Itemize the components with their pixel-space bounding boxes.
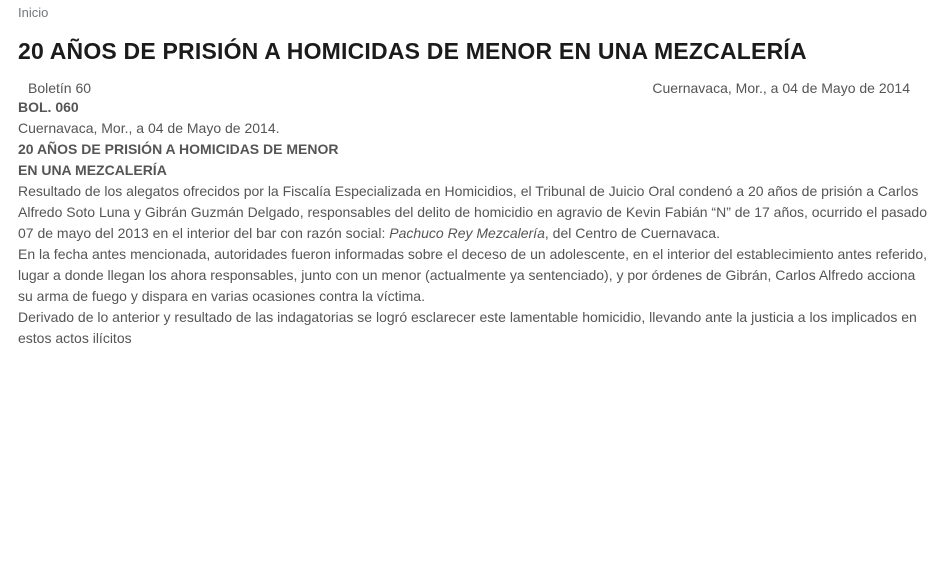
paragraph-1: [18, 181, 933, 244]
body-heading-line1: 20 AÑOS DE PRISIÓN A HOMICIDAS DE MENOR: [18, 141, 339, 157]
paragraph-1-text-before: Resultado de los alegatos ofrecidos por la Fiscalía Especializada en Homicidios, el Tribunal de Juicio Oral condenó a 20 años de prisión a Carlos Alfredo Soto Luna y Gibrán Guzmán Delgado, responsables del delito de homicidio en agravio de Kevin Fabián “N” de 17 años, ocurrido el pasado 07 de mayo del 2013 en el interior del bar con razón social:: [18, 183, 927, 241]
breadcrumb-link-inicio[interactable]: Inicio: [18, 5, 49, 20]
bulletin-dateline: Cuernavaca, Mor., a 04 de Mayo de 2014: [652, 80, 910, 96]
paragraph-3: Derivado de lo anterior y resultado de las indagatorias se logró esclarecer este lamentable homicidio, llevando ante la justicia a los implicados en estos actos ilícitos: [18, 309, 917, 346]
body-dateline: Cuernavaca, Mor., a 04 de Mayo de 2014.: [18, 120, 280, 136]
paragraph-2: En la fecha antes mencionada, autoridades fueron informadas sobre el deceso de un adolescente, en el interior del establecimiento antes referido, lugar a donde llegan los ahora responsables, junto con un menor (actualmente ya sentenciado), y por órdenes de Gibrán, Carlos Alfredo acciona su arma de fuego y dispara en varias ocasiones contra la víctima.: [18, 246, 928, 304]
paragraph-1-text-after: , del Centro de Cuernavaca.: [544, 225, 720, 241]
bulletin-content: [18, 97, 933, 349]
bulletin-number-label: Boletín 60: [28, 80, 92, 96]
body-heading-line2: EN UNA MEZCALERÍA: [18, 162, 167, 178]
bol-number: BOL. 060: [18, 99, 79, 115]
page-title: 20 AÑOS DE PRISIÓN A HOMICIDAS DE MENOR EN UNA MEZCALERÍA: [18, 38, 807, 64]
paragraph-1-business-name: Pachuco Rey Mezcalería: [389, 225, 545, 241]
bulletin-meta-row: [18, 79, 933, 97]
